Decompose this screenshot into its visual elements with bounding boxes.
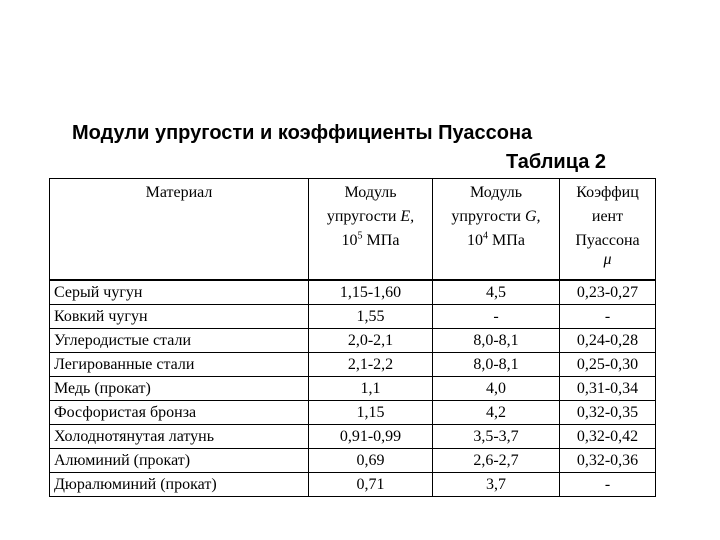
cell-e: 1,15-1,60 — [309, 280, 433, 305]
header-e-unit: МПа — [366, 232, 400, 249]
header-e-base: 10 — [341, 232, 358, 249]
cell-e: 0,91-0,99 — [309, 425, 433, 449]
cell-g: 4,5 — [433, 280, 560, 305]
header-g-line3 — [437, 229, 555, 253]
cell-g: 8,0-8,1 — [433, 353, 560, 377]
elasticity-table — [49, 178, 656, 497]
table-row — [50, 401, 656, 425]
table-row — [50, 305, 656, 329]
cell-material: Алюминий (прокат) — [50, 449, 309, 473]
header-material: Материал — [50, 179, 309, 281]
header-g-line1: Модуль — [469, 184, 523, 201]
header-poisson-line2: иент — [591, 208, 624, 225]
cell-e: 2,1-2,2 — [309, 353, 433, 377]
table-row — [50, 353, 656, 377]
cell-material: Фосфористая бронза — [50, 401, 309, 425]
cell-mu: 0,32-0,36 — [560, 449, 656, 473]
cell-g: 3,7 — [433, 473, 560, 497]
cell-material: Медь (прокат) — [50, 377, 309, 401]
header-g-word: упругости — [451, 208, 521, 225]
table-row — [50, 377, 656, 401]
cell-mu: 0,24-0,28 — [560, 329, 656, 353]
header-g-exp: 4 — [483, 230, 489, 242]
cell-material: Легированные стали — [50, 353, 309, 377]
header-e-line2 — [313, 205, 428, 229]
header-poisson — [560, 179, 656, 281]
header-poisson-line1: Коэффиц — [576, 184, 639, 201]
header-e-symbol: E, — [400, 208, 415, 225]
table-row — [50, 425, 656, 449]
cell-material: Серый чугун — [50, 280, 309, 305]
header-g-base: 10 — [467, 232, 484, 249]
header-e-word: упругости — [326, 208, 397, 225]
cell-g: 2,6-2,7 — [433, 449, 560, 473]
cell-mu: 0,32-0,42 — [560, 425, 656, 449]
header-g-line2 — [437, 205, 555, 229]
header-g-unit: МПа — [492, 232, 525, 249]
cell-mu: - — [560, 305, 656, 329]
cell-g: - — [433, 305, 560, 329]
cell-mu: 0,31-0,34 — [560, 377, 656, 401]
header-g-symbol: G, — [525, 208, 541, 225]
cell-material: Углеродистые стали — [50, 329, 309, 353]
cell-e: 0,69 — [309, 449, 433, 473]
cell-g: 3,5-3,7 — [433, 425, 560, 449]
cell-material: Ковкий чугун — [50, 305, 309, 329]
cell-mu: - — [560, 473, 656, 497]
header-e-line3 — [313, 229, 428, 253]
table-row — [50, 449, 656, 473]
cell-e: 2,0-2,1 — [309, 329, 433, 353]
table-row — [50, 280, 656, 305]
cell-mu: 0,32-0,35 — [560, 401, 656, 425]
cell-material: Дюралюминий (прокат) — [50, 473, 309, 497]
header-e-modulus — [309, 179, 433, 281]
header-poisson-line3: Пуассона — [575, 232, 640, 249]
header-g-modulus — [433, 179, 560, 281]
cell-g: 4,0 — [433, 377, 560, 401]
cell-mu: 0,23-0,27 — [560, 280, 656, 305]
table-label: Таблица 2 — [506, 151, 607, 173]
table-header-row — [50, 179, 656, 281]
header-e-line1: Модуль — [344, 184, 397, 201]
table-row — [50, 329, 656, 353]
cell-e: 1,15 — [309, 401, 433, 425]
cell-e: 1,1 — [309, 377, 433, 401]
header-e-exp: 5 — [357, 230, 363, 242]
cell-g: 4,2 — [433, 401, 560, 425]
table-row — [50, 473, 656, 497]
cell-mu: 0,25-0,30 — [560, 353, 656, 377]
cell-e: 0,71 — [309, 473, 433, 497]
cell-material: Холоднотянутая латунь — [50, 425, 309, 449]
cell-g: 8,0-8,1 — [433, 329, 560, 353]
document-title: Модули упругости и коэффициенты Пуассона — [72, 122, 533, 144]
cell-e: 1,55 — [309, 305, 433, 329]
header-poisson-symbol: μ — [603, 251, 612, 268]
